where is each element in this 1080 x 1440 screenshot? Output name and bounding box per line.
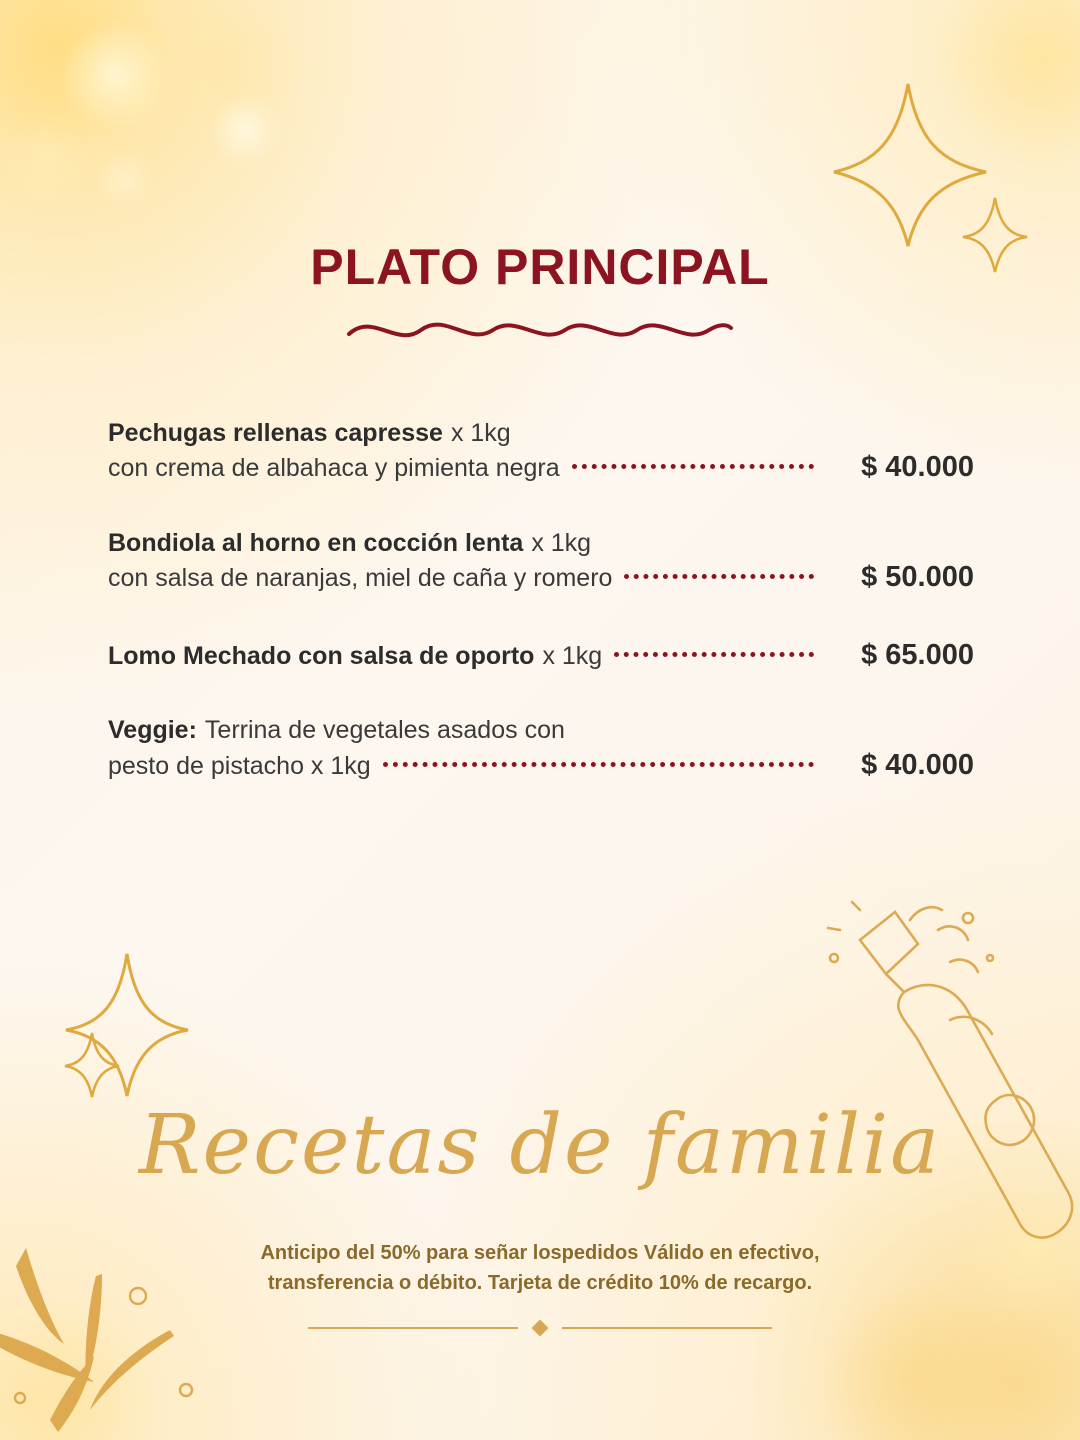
menu-item-name: Lomo Mechado con salsa de oporto	[108, 642, 535, 670]
divider-bar-right	[562, 1327, 772, 1329]
leader-dots	[572, 464, 814, 469]
divider-bar-left	[308, 1327, 518, 1329]
menu-item-qty: Terrina de vegetales asados con	[204, 716, 565, 745]
menu-item-price: $ 65.000	[861, 639, 974, 671]
menu-item-name: Pechugas rellenas capresse	[108, 419, 443, 447]
leader-dots	[624, 574, 814, 579]
menu-item-price: $ 40.000	[861, 748, 974, 781]
menu-item-qty: x 1kg	[450, 419, 511, 447]
header	[0, 238, 1080, 353]
leader-dots	[383, 762, 814, 767]
bokeh-decoration	[0, 120, 90, 210]
wavy-line-divider-icon	[345, 314, 735, 348]
menu-list	[108, 418, 974, 825]
diamond-divider	[0, 1322, 1080, 1334]
bokeh-decoration	[210, 95, 280, 165]
champagne-bottle-icon	[800, 900, 1080, 1260]
menu-item	[108, 715, 974, 783]
bokeh-decoration	[0, 0, 170, 160]
four-point-star-icon	[830, 80, 990, 250]
menu-item-description: con salsa de naranjas, miel de caña y romero	[108, 563, 613, 592]
menu-item-price: $ 40.000	[861, 451, 974, 484]
footer-note-line-1: Anticipo del 50% para señar lospedidos Válido en efectivo,	[260, 1242, 820, 1264]
menu-item-qty: x 1kg	[542, 642, 603, 670]
leader-dots	[614, 652, 814, 657]
bokeh-decoration	[820, 1280, 1020, 1440]
page-title: PLATO PRINCIPAL	[310, 239, 770, 295]
bokeh-decoration	[0, 1300, 160, 1440]
menu-item-description: pesto de pistacho x 1kg	[108, 751, 371, 780]
menu-item	[108, 637, 974, 673]
four-point-star-small-icon	[62, 1030, 122, 1100]
brand-script-text: Recetas de familia	[138, 1098, 942, 1193]
menu-item-name: Bondiola al horno en cocción lenta	[108, 528, 524, 557]
menu-item-qty: x 1kg	[531, 528, 592, 557]
bokeh-decoration	[60, 20, 170, 130]
menu-item-name: Veggie:	[108, 716, 197, 745]
footer-note	[0, 1238, 1080, 1298]
menu-item-description: con crema de albahaca y pimienta negra	[108, 454, 560, 483]
bokeh-decoration	[930, 0, 1080, 170]
four-point-star-icon	[62, 950, 192, 1100]
diamond-icon	[532, 1320, 549, 1337]
footer-note-line-2: transferencia o débito. Tarjeta de crédito 10% de recargo.	[267, 1272, 813, 1294]
menu-item	[108, 418, 974, 486]
bokeh-decoration	[95, 150, 155, 210]
menu-item	[108, 528, 974, 596]
bokeh-decoration	[150, 0, 300, 140]
menu-item-price: $ 50.000	[861, 560, 974, 593]
